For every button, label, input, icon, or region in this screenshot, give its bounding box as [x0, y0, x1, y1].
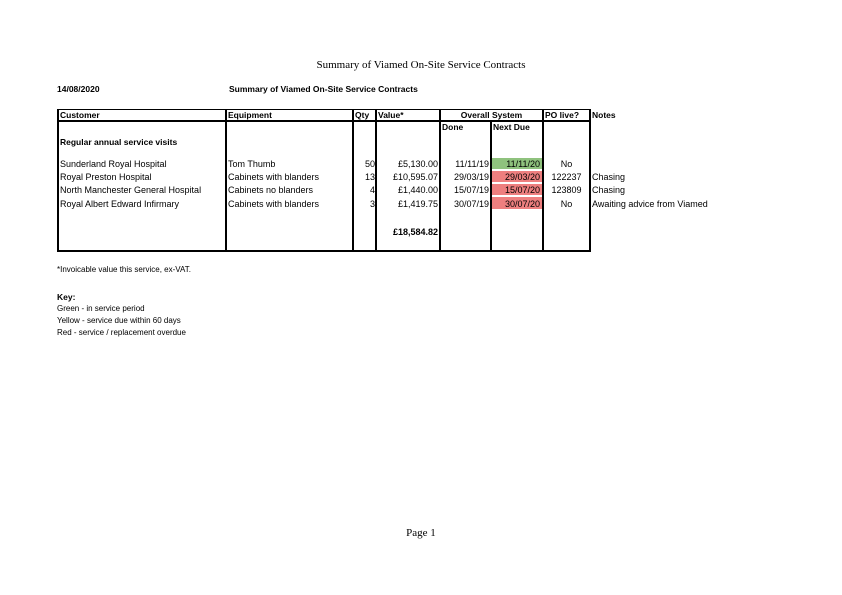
key-red: Red - service / replacement overdue: [57, 328, 186, 337]
row-po-live: 123809: [551, 185, 582, 195]
key-green: Green - in service period: [57, 304, 145, 313]
row-value: £5,130.00: [397, 159, 438, 169]
row-customer: North Manchester General Hospital: [60, 185, 202, 195]
row-customer: Sunderland Royal Hospital: [60, 159, 167, 169]
row-done: 15/07/19: [453, 185, 489, 195]
row-po-live: No: [560, 199, 573, 209]
report-date: 14/08/2020: [57, 84, 100, 94]
row-next-due: 29/03/20: [504, 172, 540, 182]
row-equipment: Cabinets with blanders: [228, 199, 320, 209]
header-value: Value*: [378, 110, 404, 120]
row-value: £1,440.00: [397, 185, 438, 195]
page-title: Summary of Viamed On-Site Service Contracts: [316, 59, 526, 71]
key-yellow: Yellow - service due within 60 days: [57, 316, 181, 325]
table-bottom-border: [57, 250, 590, 252]
header-next-due: Next Due: [493, 122, 530, 132]
row-next-due: 15/07/20: [504, 185, 540, 195]
page-footer: Page 1: [406, 527, 436, 539]
row-equipment: Cabinets no blanders: [228, 185, 314, 195]
row-value: £10,595.07: [392, 172, 438, 182]
row-qty: 3: [369, 199, 375, 209]
col-border-equipment: [225, 109, 227, 252]
col-border-right: [589, 109, 591, 252]
row-qty: 13: [364, 172, 375, 182]
row-customer: Royal Preston Hospital: [60, 172, 152, 182]
header-qty: Qty: [355, 110, 370, 120]
row-qty: 4: [369, 185, 375, 195]
row-qty: 50: [364, 159, 375, 169]
footnote: *Invoicable value this service, ex-VAT.: [57, 265, 191, 274]
header-done: Done: [442, 122, 464, 132]
key-title: Key:: [57, 292, 76, 302]
row-next-due: 30/07/20: [504, 199, 540, 209]
row-notes: Chasing: [592, 185, 626, 195]
row-value: £1,419.75: [397, 199, 438, 209]
row-po-live: 122237: [551, 172, 582, 182]
row-equipment: Cabinets with blanders: [228, 172, 320, 182]
col-border-left: [57, 109, 59, 252]
header-equipment: Equipment: [228, 110, 272, 120]
row-po-live: No: [560, 159, 573, 169]
row-done: 30/07/19: [453, 199, 489, 209]
header-notes: Notes: [592, 110, 616, 120]
row-done: 29/03/19: [453, 172, 489, 182]
row-notes: Awaiting advice from Viamed: [592, 199, 708, 209]
row-next-due: 11/11/20: [506, 159, 540, 169]
row-done: 11/11/19: [455, 159, 489, 169]
header-po-live: PO live?: [545, 110, 580, 120]
header-customer: Customer: [60, 110, 100, 120]
total-value: £18,584.82: [392, 227, 438, 237]
report-subtitle: Summary of Viamed On-Site Service Contracts: [229, 84, 418, 94]
row-notes: Chasing: [592, 172, 626, 182]
header-overall-system: Overall System: [460, 110, 523, 120]
row-equipment: Tom Thumb: [228, 159, 276, 169]
row-customer: Royal Albert Edward Infirmary: [60, 199, 180, 209]
section-label: Regular annual service visits: [60, 137, 178, 147]
